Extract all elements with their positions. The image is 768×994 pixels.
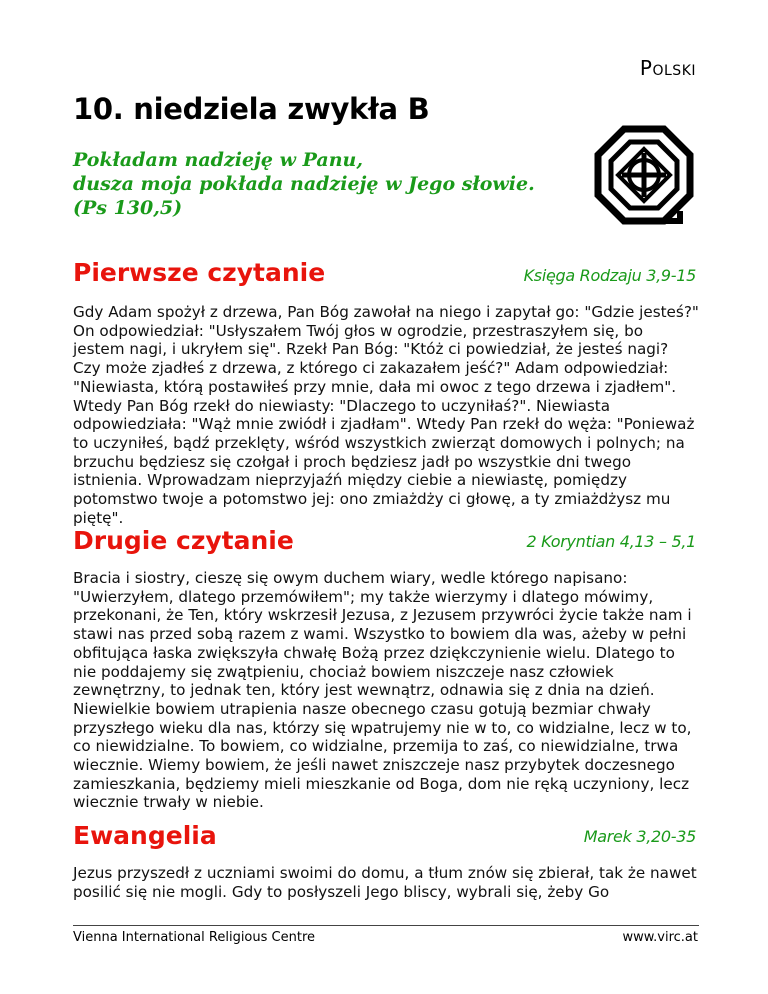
footer-website-link[interactable]: www.virc.at	[622, 930, 698, 945]
motto-line: dusza moja pokłada nadzieję w Jego słowie.	[73, 173, 535, 195]
first-reading-text: Gdy Adam spożył z drzewa, Pan Bóg zawołał na niego i zapytał go: "Gdzie jesteś?" On odpowiedział: "Usłyszałem Twój głos w ogrodzie, przestraszyłem się, bo jestem nagi, i ukryłem się". Rzekł Pan Bóg: "Któż ci powiedział, że jesteś nagi? Czy może zjadłeś z drzewa, z którego ci zakazałem jeść?" Adam odpowiedział: "Niewiasta, którą postawiłeś przy mnie, dała mi owoc z tego drzewa i zjadłem". Wtedy Pan Bóg rzekł do niewiasty: "Dlaczego to uczyniłaś?". Niewiasta odpowiedziała: "Wąż mnie zwiódł i zjadłam". Wtedy Pan rzekł do węża: "Ponieważ to uczyniłeś, bądź przeklęty, wśród wszystkich zwierząt domowych i polnych; na brzuchu będziesz się czołgał i proch będziesz jadł po wszystkie dni twego istnienia. Wprowadzam nieprzyjaźń między ciebie a niewiastę, pomiędzy potomstwo twoje a potomstwo jej: ono zmiażdży ci głowę, a ty zmiażdżysz mu piętę".	[73, 303, 699, 527]
footer-organization: Vienna International Religious Centre	[73, 930, 315, 945]
virc-logo-icon	[594, 125, 694, 225]
footer-divider	[73, 925, 699, 926]
gospel-reference: Marek 3,20-35	[583, 827, 696, 846]
gospel-text: Jezus przyszedł z uczniami swoimi do domu, a tłum znów się zbierał, tak że nawet posilić się nie mogli. Gdy to posłyszeli Jego bliscy, wybrali się, żeby Go	[73, 864, 697, 901]
motto	[73, 148, 535, 220]
second-reading-title: Drugie czytanie	[73, 526, 294, 555]
page-title: 10. niedziela zwykła B	[73, 92, 430, 126]
first-reading-title: Pierwsze czytanie	[73, 258, 326, 287]
motto-line: Pokładam nadzieję w Panu,	[73, 149, 363, 171]
motto-citation: (Ps 130,5)	[73, 197, 183, 219]
second-reading-text: Bracia i siostry, cieszę się owym duchem wiary, wedle którego napisano: "Uwierzyłem, dlatego przemówiłem"; my także wierzymy i dlatego mówimy, przekonani, że Ten, który wskrzesił Jezusa, z Jezusem przywróci życie także nam i stawi nas przed sobą razem z wami. Wszystko to bowiem dla was, ażeby w pełni obfitująca łaska zwiększyła chwałę Bożą przez dziękczynienie wielu. Dlatego to nie poddajemy się zwątpieniu, chociaż bowiem niszczeje nasz człowiek zewnętrzny, to jednak ten, który jest wewnątrz, odnawia się z dnia na dzień. Niewielkie bowiem utrapienia nasze obecnego czasu gotują bezmiar chwały przyszłego wieku dla nas, którzy się wpatrujemy nie w to, co widzialne, lecz w to, co niewidzialne. To bowiem, co widzialne, przemija to zaś, co niewidzialne, trwa wiecznie. Wiemy bowiem, że jeśli nawet zniszczeje nasz przybytek doczesnego zamieszkania, będziemy mieli mieszkanie od Boga, dom nie ręką uczyniony, lecz wiecznie trwały w niebie.	[73, 569, 692, 812]
first-reading-reference: Księga Rodzaju 3,9-15	[523, 266, 696, 285]
language-label: Polski	[639, 56, 696, 80]
second-reading-reference: 2 Koryntian 4,13 – 5,1	[526, 532, 696, 551]
gospel-title: Ewangelia	[73, 821, 217, 850]
